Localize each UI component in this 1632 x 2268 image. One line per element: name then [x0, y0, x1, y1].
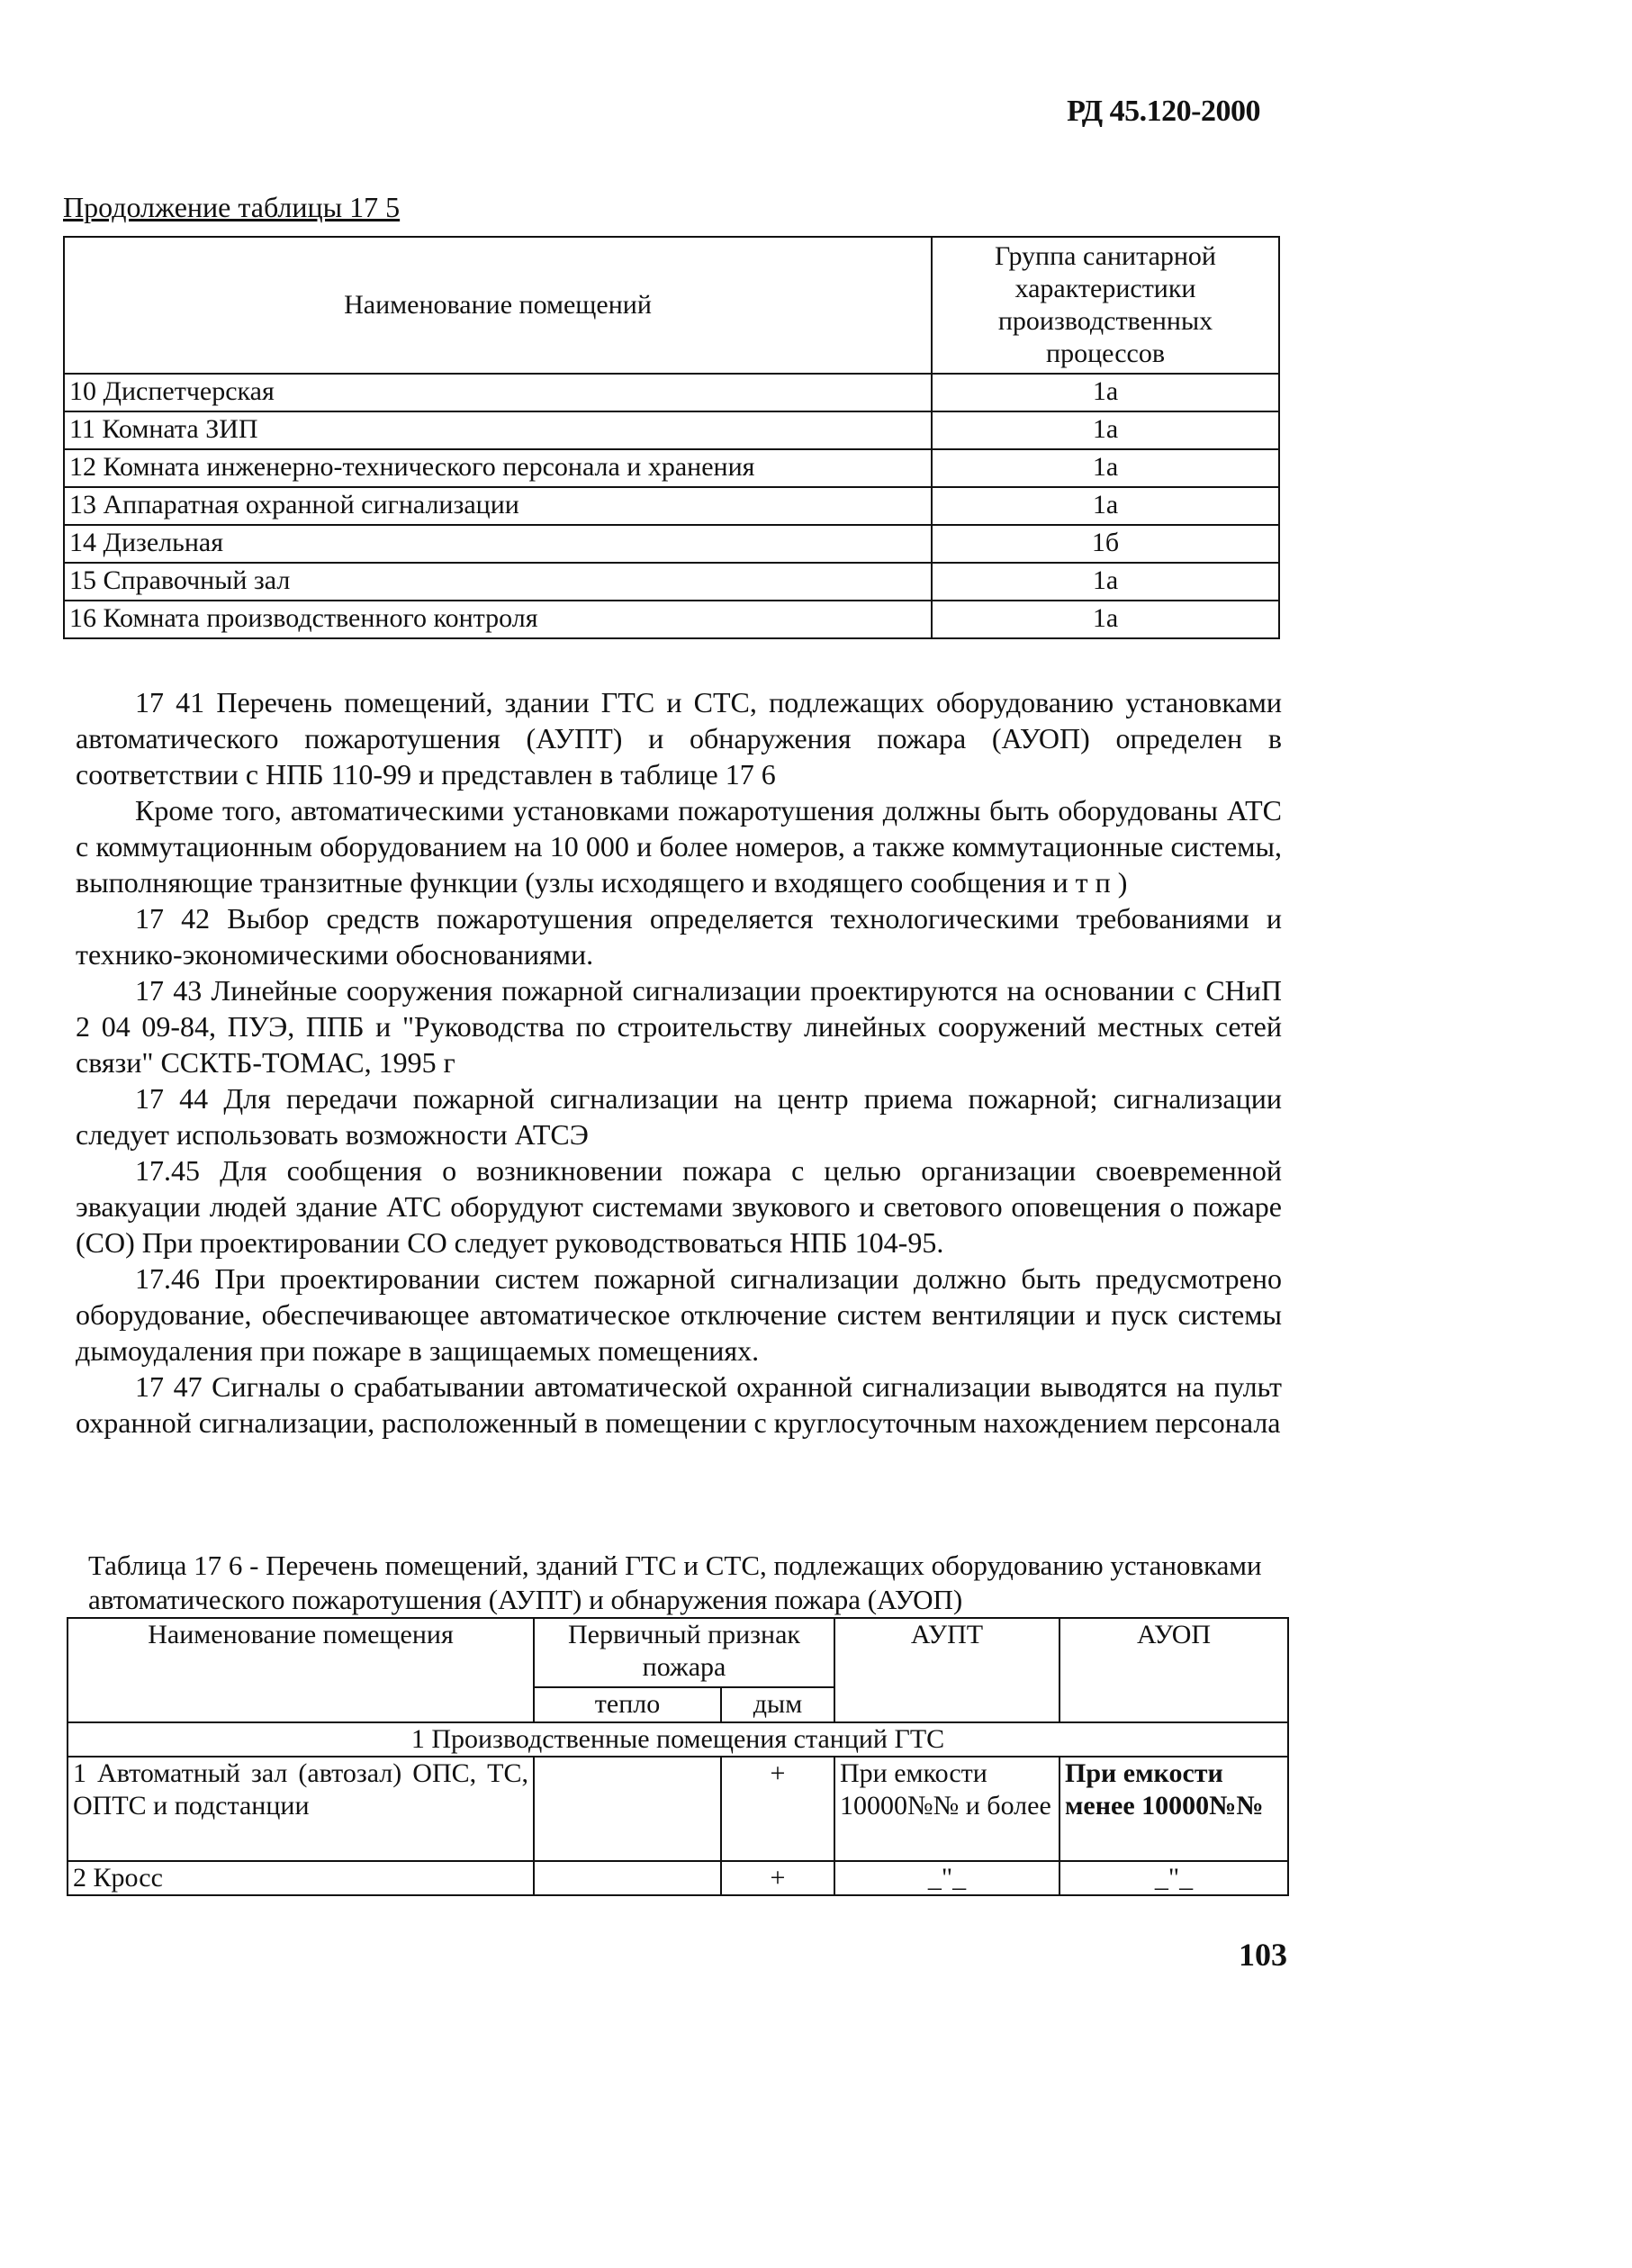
document-code: РД 45.120-2000	[1067, 95, 1260, 128]
column-header-premise: Наименование помещения	[68, 1618, 534, 1722]
fire-protection-table	[67, 1617, 1289, 1896]
premise-name: 12 Комната инженерно-технического персонала и хранения	[64, 449, 932, 487]
column-header-heat: тепло	[534, 1687, 721, 1722]
premises-sanitary-table	[63, 236, 1280, 639]
premise-name: 10 Диспетчерская	[64, 374, 932, 411]
paragraph-17-47: 17 47 Сигналы о срабатывании автоматической охранной сигнализации выводятся на пульт охранной сигнализации, расположенный в помещении с круглосуточным нахождением персонала	[76, 1370, 1282, 1439]
paragraph-17-41-continued: Кроме того, автоматическими установками пожаротушения должны быть оборудованы АТС с коммутационным оборудованием на 10 000 и более номеров, а также коммутационные системы, выполняющие транзитные функции (узлы исходящего и входящего сообщения и т п )	[76, 794, 1282, 899]
column-header-group: Группа санитарной характеристики производственных процессов	[932, 237, 1279, 374]
sanitary-group: 1a	[932, 601, 1279, 638]
paragraph-17-45: 17.45 Для сообщения о возникновении пожара с целью организации своевременной эвакуации людей здание АТС оборудуют системами звукового и светового оповещения о пожаре (СО) При проектировании СО следует руководствоваться НПБ 104-95.	[76, 1154, 1282, 1259]
column-header-name: Наименование помещений	[64, 237, 932, 374]
premise-name: 2 Кросс	[68, 1861, 534, 1895]
paragraph-17-46: 17.46 При проектировании систем пожарной сигнализации должно быть предусмотрено оборудование, обеспечивающее автоматическое отключение систем вентиляции и пуск системы дымоудаления при пожаре в защищаемых помещениях.	[76, 1262, 1282, 1367]
table-row	[68, 1757, 1288, 1861]
premise-name: 15 Справочный зал	[64, 563, 932, 601]
table-row	[64, 411, 1279, 449]
table-row	[68, 1861, 1288, 1895]
column-header-auop: АУОП	[1059, 1618, 1288, 1722]
premise-name: 11 Комната ЗИП	[64, 411, 932, 449]
sanitary-group: 1a	[932, 449, 1279, 487]
table-17-6-caption: Таблица 17 6 - Перечень помещений, зданий ГТС и СТС, подлежащих оборудованию установками автоматического пожаротушения (АУПТ) и обнаружения пожара (АУОП)	[88, 1550, 1262, 1615]
paragraph-17-44: 17 44 Для передачи пожарной сигнализации на центр приема пожарной; сигнализации следует использовать возможности АТСЭ	[76, 1082, 1282, 1151]
sanitary-group: 1б	[932, 525, 1279, 563]
paragraph-17-41: 17 41 Перечень помещений, здании ГТС и СТС, подлежащих оборудованию установками автоматического пожаротушения (АУПТ) и обнаружения пожара (АУОП) определен в соответствии с НПБ 110-99 и представлен в таблице 17 6	[76, 686, 1282, 791]
auop-condition: _"_	[1059, 1861, 1288, 1895]
paragraph-17-42: 17 42 Выбор средств пожаротушения определяется технологическими требованиями и технико-экономическими обоснованиями.	[76, 902, 1282, 971]
column-header-aupt: АУПТ	[834, 1618, 1059, 1722]
aupt-condition: При емкости 10000№№ и более	[834, 1757, 1059, 1861]
table-row	[64, 487, 1279, 525]
smoke-sign: +	[721, 1861, 834, 1895]
table-row	[64, 374, 1279, 411]
sanitary-group: 1a	[932, 563, 1279, 601]
column-header-smoke: дым	[721, 1687, 834, 1722]
sanitary-group: 1a	[932, 374, 1279, 411]
body-text	[76, 684, 1282, 1441]
aupt-condition: _"_	[834, 1861, 1059, 1895]
auop-condition: При емкости менее 10000№№	[1059, 1757, 1288, 1861]
table-row	[64, 563, 1279, 601]
table-row	[64, 601, 1279, 638]
column-header-primary-sign: Первичный признак пожара	[534, 1618, 834, 1687]
sanitary-group: 1a	[932, 411, 1279, 449]
smoke-sign: +	[721, 1757, 834, 1861]
table-row	[64, 449, 1279, 487]
paragraph-17-43: 17 43 Линейные сооружения пожарной сигнализации проектируются на основании с СНиП 2 04 09-84, ПУЭ, ППБ и "Руководства по строительству линейных сооружений местных сетей связи" ССКТБ-ТОМАС, 1995 г	[76, 974, 1282, 1079]
sanitary-group: 1a	[932, 487, 1279, 525]
table-row	[64, 525, 1279, 563]
heat-sign	[534, 1757, 721, 1861]
premise-name: 1 Автоматный зал (автозал) ОПС, ТС, ОПТС и подстанции	[68, 1757, 534, 1861]
premise-name: 16 Комната производственного контроля	[64, 601, 932, 638]
premise-name: 13 Аппаратная охранной сигнализации	[64, 487, 932, 525]
section-heading: 1 Производственные помещения станций ГТС	[68, 1722, 1288, 1757]
heat-sign	[534, 1861, 721, 1895]
page-number: 103	[1239, 1937, 1287, 1973]
premise-name: 14 Дизельная	[64, 525, 932, 563]
table-continuation-caption: Продолжение таблицы 17 5	[63, 191, 401, 223]
